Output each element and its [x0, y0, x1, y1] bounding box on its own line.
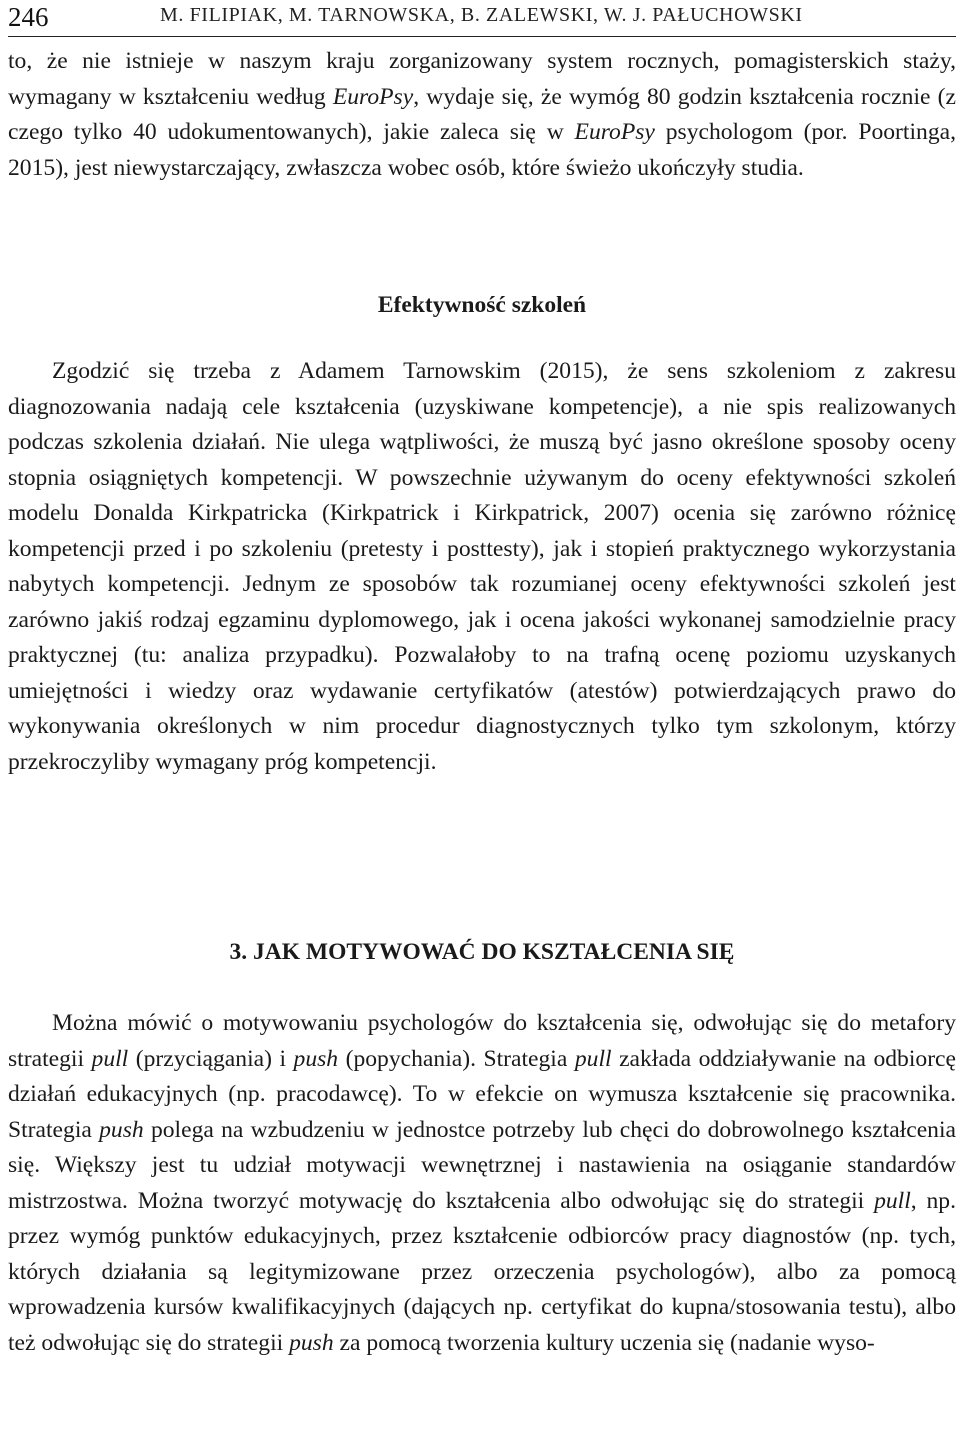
page-number: 246 [8, 2, 49, 32]
paragraph-motivation: Można mówić o motywowaniu psychologów do kształcenia się, odwołując się do metafory strategii pull (przyciągania) i push (popychania). Strategia pull zakłada oddziaływanie na odbiorcę działań edukacyjnych (np. pracodawcę). To w efekcie on wymusza kształcenie się pracownika. Strategia push polega na wzbudzeniu w jednostce potrzeby lub chęci do dobrowolnego kształcenia się. Większy jest tu udział motywacji wewnętrznej i nastawienia na osiąganie standardów mistrzostwa. Można tworzyć motywację do kształcenia albo odwołując się do strategii pull, np. przez wymóg punktów edukacyjnych, przez kształcenie odbiorców pracy diagnostów (np. tych, których działania są legitymizowane przez orzeczenia psychologów), albo za pomocą wprowadzenia kursów kwalifikacyjnych (dających np. certyfikat do kupna/stosowania testu), albo też odwołując się do strategii push za pomocą tworzenia kultury uczenia się (nadanie wyso- [8, 1010, 956, 1356]
running-head: M. FILIPIAK, M. TARNOWSKA, B. ZALEWSKI, W. J. PAŁUCHOWSKI [160, 4, 803, 26]
section-heading: Efektywność szkoleń [377, 292, 587, 318]
paragraph-training-effectiveness: Zgodzić się trzeba z Adamem Tarnowskim (2015), że sens szkoleniom z zakresu diagnozowania nadają cele kształcenia (uzyskiwane kompetencje), a nie spis realizowanych podczas szkolenia działań. Nie ulega wątpliwości, że muszą być jasno określone sposoby oceny stopnia osiągniętych kompetencji. W powszechnie używanym do oceny efektywności szkoleń modelu Donalda Kirkpatricka (Kirkpatrick i Kirkpatrick, 2007) ocenia się zarówno różnicę kompetencji przed i po szkoleniu (pretesty i posttesty), jak i stopień praktycznego wykorzystania nabytych kompetencji. Jednym ze sposobów tak rozumianej oceny efektywności szkoleń jest zarówno jakiś rodzaj egzaminu dyplomowego, jak i ocena jakości wykonanej samodzielnie pracy praktycznej (tu: analiza przypadku). Pozwalałoby to na trafną ocenę poziomu uzyskanych umiejętności i wiedzy oraz wydawanie certyfikatów (atestów) potwierdzających prawo do wykonywania określonych w nim procedur diagnostycznych tylko tym szkolonym, którzy przekroczyliby wymagany próg kompetencji. [8, 358, 956, 775]
paragraph-continuation: to, że nie istnieje w naszym kraju zorganizowany system rocznych, pomagisterskich staży, wymagany w kształceniu według EuroPsy, wydaje się, że wymóg 80 godzin kształcenia rocznie (z czego tylko 40 udokumentowanych), jakie zaleca się w EuroPsy psychologom (por. Poortinga, 2015), jest niewystarczający, zwłaszcza wobec osób, które świeżo ukończyły studia. [8, 48, 956, 181]
page-header [8, 0, 956, 37]
document-page [8, 0, 956, 1448]
chapter-heading: 3. JAK MOTYWOWAĆ DO KSZTAŁCENIA SIĘ [229, 939, 735, 965]
